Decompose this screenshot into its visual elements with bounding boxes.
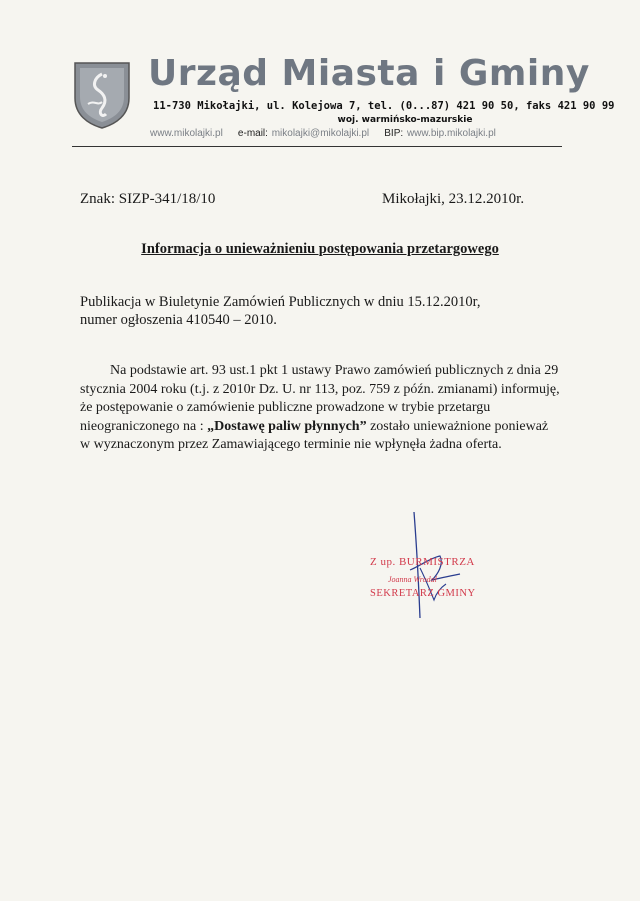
stamp-signatory-name: Joanna Wrodał xyxy=(388,575,437,584)
publication-line-2: numer ogłoszenia 410540 – 2010. xyxy=(80,312,277,328)
organization-region: woj. warmińsko-mazurskie xyxy=(337,115,473,125)
place-and-date: Mikołajki, 23.12.2010r. xyxy=(382,191,525,207)
paragraph-text-after: zostało unieważnione ponieważ w wyznaczonym przez Zamawiającego terminie nie wpłynęła żadna oferta. xyxy=(80,418,549,452)
email-label: e-mail: xyxy=(237,128,268,139)
reference-number: Znak: SIZP-341/18/10 xyxy=(80,191,216,207)
stamp-authorization: Z up. BURMISTRZA xyxy=(370,556,475,568)
main-paragraph xyxy=(80,362,560,455)
paragraph-subject: „Dostawę paliw płynnych” xyxy=(207,418,367,434)
bip-link[interactable]: www.bip.mikolajki.pl xyxy=(406,128,496,139)
organization-contacts xyxy=(150,128,496,139)
header-divider xyxy=(72,146,562,147)
publication-line-1: Publikacja w Biuletynie Zamówień Publicznych w dniu 15.12.2010r, xyxy=(80,294,481,310)
publication-info xyxy=(80,293,550,329)
stamp-signatory-role: SEKRETARZ GMINY xyxy=(370,588,476,599)
organization-name: Urząd Miasta i Gminy xyxy=(148,53,590,94)
organization-address: 11-730 Mikołajki, ul. Kolejowa 7, tel. (0...87) 421 90 50, faks 421 90 99 xyxy=(153,100,615,112)
website-link[interactable]: www.mikolajki.pl xyxy=(150,128,223,139)
paragraph-text-before: Na podstawie art. 93 ust.1 pkt 1 ustawy Prawo zamówień publicznych z dnia 29 stycznia 2004 roku (t.j. z 2010r Dz. U. nr 113, poz. 759 z późn. zmianami) informuję, że postępowanie o zamówienie publiczne prowadzone w trybie przetargu nieograniczonego na : xyxy=(80,363,560,434)
bip-label: BIP: xyxy=(384,128,404,139)
document-title: Informacja o unieważnieniu postępowania przetargowego xyxy=(141,241,499,257)
email-link[interactable]: mikolajki@mikolajki.pl xyxy=(271,128,370,139)
